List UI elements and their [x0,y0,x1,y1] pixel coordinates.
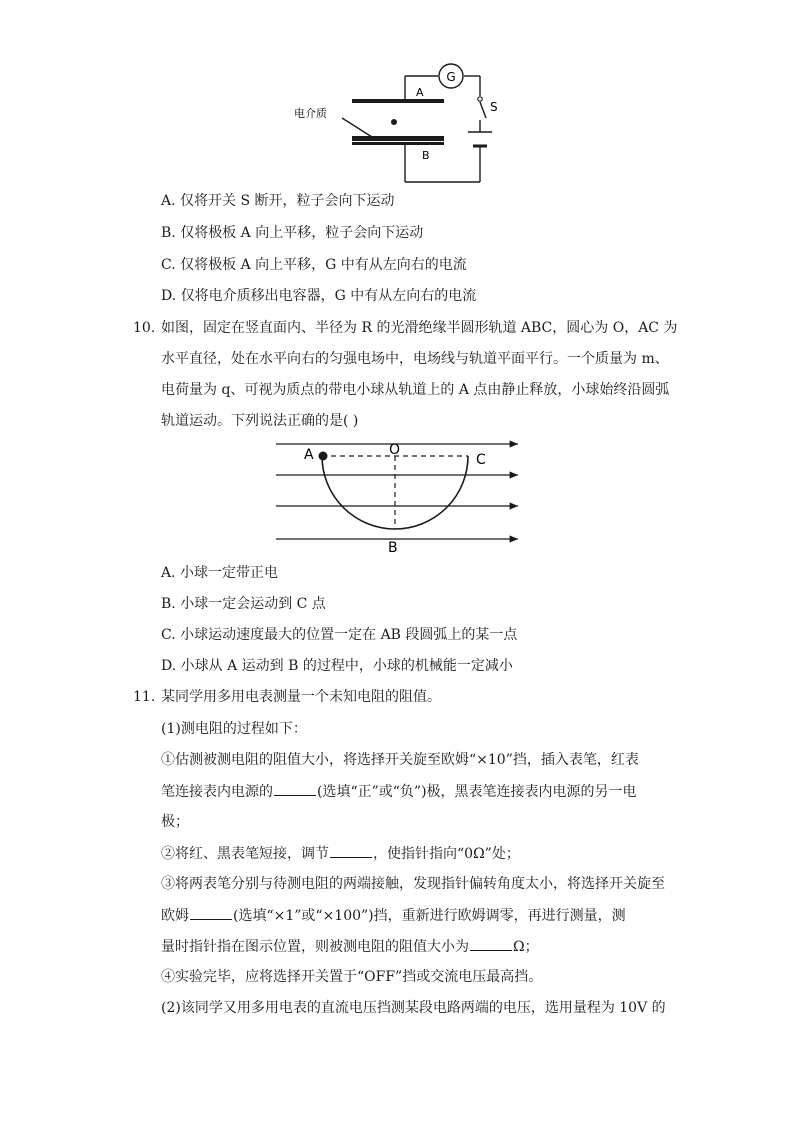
plate-a [352,99,444,103]
q11-step3-text-d: Ω； [513,939,539,955]
q11-step1-line1: ①估测被测电阻的阻值大小，将选择开关旋至欧姆“×10”挡，插入表笔，红表 [161,752,639,768]
answer-blank-3[interactable] [190,905,232,920]
q11-step3-line2 [161,905,626,926]
q11-step1-line3: 极； [161,814,189,830]
q9-option-d: D. 仅将电介质移出电容器，G 中有从左向右的电流 [161,288,477,304]
answer-blank-4[interactable] [470,936,512,951]
q10-option-b: B. 小球一定会运动到 C 点 [161,596,326,612]
q10-line-1: 如图，固定在竖直面内、半径为 R 的光滑绝缘半圆形轨道 ABC，圆心为 O，AC 为 [161,320,678,336]
q11-step1-text-a: 笔连接表内电源的 [161,784,273,800]
label-a: A [416,86,424,99]
label-s: S [490,100,498,114]
label-a: A [304,447,314,463]
q11-step3-text-a: 欧姆 [161,908,189,924]
dielectric-slab [352,136,444,141]
q11-part1-title: (1)测电阻的过程如下： [161,721,307,737]
label-dielectric: 电介质 [294,107,327,120]
q11-step4: ④实验完毕，应将选择开关置于“OFF”挡或交流电压最高挡。 [161,969,543,985]
ball [319,452,328,461]
q10-line-3: 电荷量为 q、可视为质点的带电小球从轨道上的 A 点由静止释放，小球始终沿圆弧 [161,382,670,398]
q11-step3-text-b: (选填“×1”或“×100”)挡，重新进行欧姆调零，再进行测量，测 [233,908,626,924]
q11-intro: 某同学用多用电表测量一个未知电阻的阻值。 [161,689,441,705]
semicircle-track-figure [268,436,524,558]
q11-step3-line1: ③将两表笔分别与待测电阻的两端接触，发现指针偏转角度太小，将选择开关旋至 [161,876,665,892]
q10-line-2: 水平直径，处在水平向右的匀强电场中，电场线与轨道平面平行。一个质量为 m、 [161,351,669,367]
q10-option-c: C. 小球运动速度最大的位置一定在 AB 段圆弧上的某一点 [161,627,518,643]
q9-option-b: B. 仅将极板 A 向上平移，粒子会向下运动 [161,225,424,241]
q11-number: 11. [133,689,156,705]
q11-step2-text-b: ，使指针指向“0Ω”处； [373,846,520,862]
label-o: O [389,442,401,458]
answer-blank-2[interactable] [330,843,372,858]
q11-step1-text-b: (选填“正”或“负”)极，黑表笔连接表内电源的另一电 [317,784,637,800]
q10-option-a: A. 小球一定带正电 [161,565,279,581]
label-b: B [388,540,398,556]
q11-step2 [161,843,520,864]
q11-step1-line2 [161,781,637,802]
q11-step3-text-c: 量时指针指在图示位置，则被测电阻的阻值大小为 [161,939,469,955]
q11-step2-text-a: ②将红、黑表笔短接，调节 [161,846,329,862]
q10-option-d: D. 小球从 A 运动到 B 的过程中，小球的机械能一定减小 [161,658,513,674]
label-c: C [476,452,486,468]
q9-option-c: C. 仅将极板 A 向上平移，G 中有从左向右的电流 [161,257,467,273]
label-b: B [422,149,430,162]
plate-b [352,142,444,145]
q10-number: 10. [133,320,156,336]
q11-part2: (2)该同学又用多用电表的直流电压挡测某段电路两端的电压，选用量程为 10V 的 [161,1000,666,1016]
q10-line-4: 轨道运动。下列说法正确的是( ) [161,413,359,429]
capacitor-circuit-figure [290,62,510,187]
label-g: G [446,70,456,84]
charged-particle [391,119,397,125]
q11-step3-line3 [161,936,539,957]
answer-blank-1[interactable] [274,781,316,796]
q9-option-a: A. 仅将开关 S 断开，粒子会向下运动 [161,193,395,209]
